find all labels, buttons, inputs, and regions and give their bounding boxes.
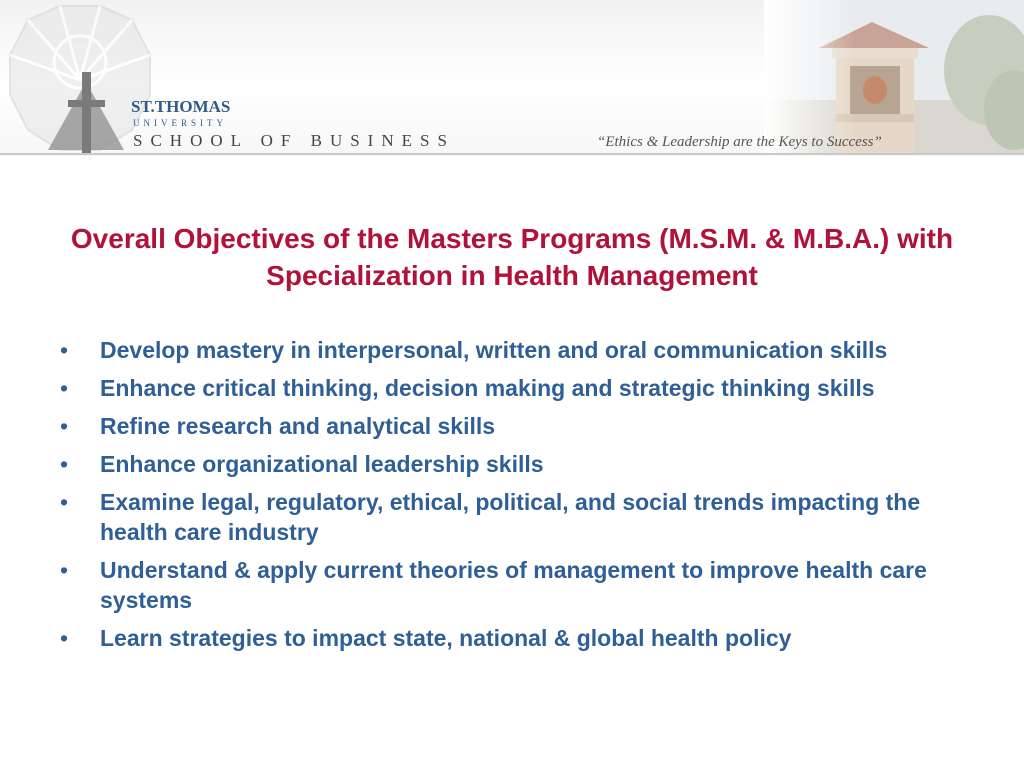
slide-header-banner xyxy=(0,0,1024,156)
list-item-text: Refine research and analytical skills xyxy=(100,413,496,439)
list-item xyxy=(60,335,990,365)
list-item-text: Examine legal, regulatory, ethical, political, and social trends impacting the health care industry xyxy=(100,489,921,545)
bullet-icon: • xyxy=(60,557,69,583)
header-divider xyxy=(0,153,1024,155)
list-item xyxy=(60,555,990,615)
list-item-text: Understand & apply current theories of management to improve health care systems xyxy=(100,557,927,613)
bullet-icon: • xyxy=(60,413,69,439)
list-item-text: Enhance critical thinking, decision making and strategic thinking skills xyxy=(100,375,875,401)
bullet-icon: • xyxy=(60,489,69,515)
header-tagline: “Ethics & Leadership are the Keys to Success” xyxy=(597,134,882,150)
list-item-text: Learn strategies to impact state, national & global health policy xyxy=(100,625,792,651)
bullet-icon: • xyxy=(60,451,69,477)
list-item xyxy=(60,411,990,441)
school-name: SCHOOL OF BUSINESS xyxy=(133,131,455,150)
bullet-icon: • xyxy=(60,337,69,363)
objectives-list xyxy=(60,335,990,661)
university-subtitle: UNIVERSITY xyxy=(133,118,227,128)
bell-tower-photo-icon xyxy=(764,0,1024,154)
list-item-text: Develop mastery in interpersonal, written and oral communication skills xyxy=(100,337,888,363)
bullet-icon: • xyxy=(60,375,69,401)
list-item xyxy=(60,487,990,547)
slide-title: Overall Objectives of the Masters Programs (M.S.M. & M.B.A.) with Specialization in Health Management xyxy=(70,223,954,291)
list-item xyxy=(60,449,990,479)
list-item xyxy=(60,373,990,403)
list-item-text: Enhance organizational leadership skills xyxy=(100,451,544,477)
university-name: ST.THOMAS xyxy=(131,97,231,116)
bullet-icon: • xyxy=(60,625,69,651)
list-item xyxy=(60,623,990,653)
